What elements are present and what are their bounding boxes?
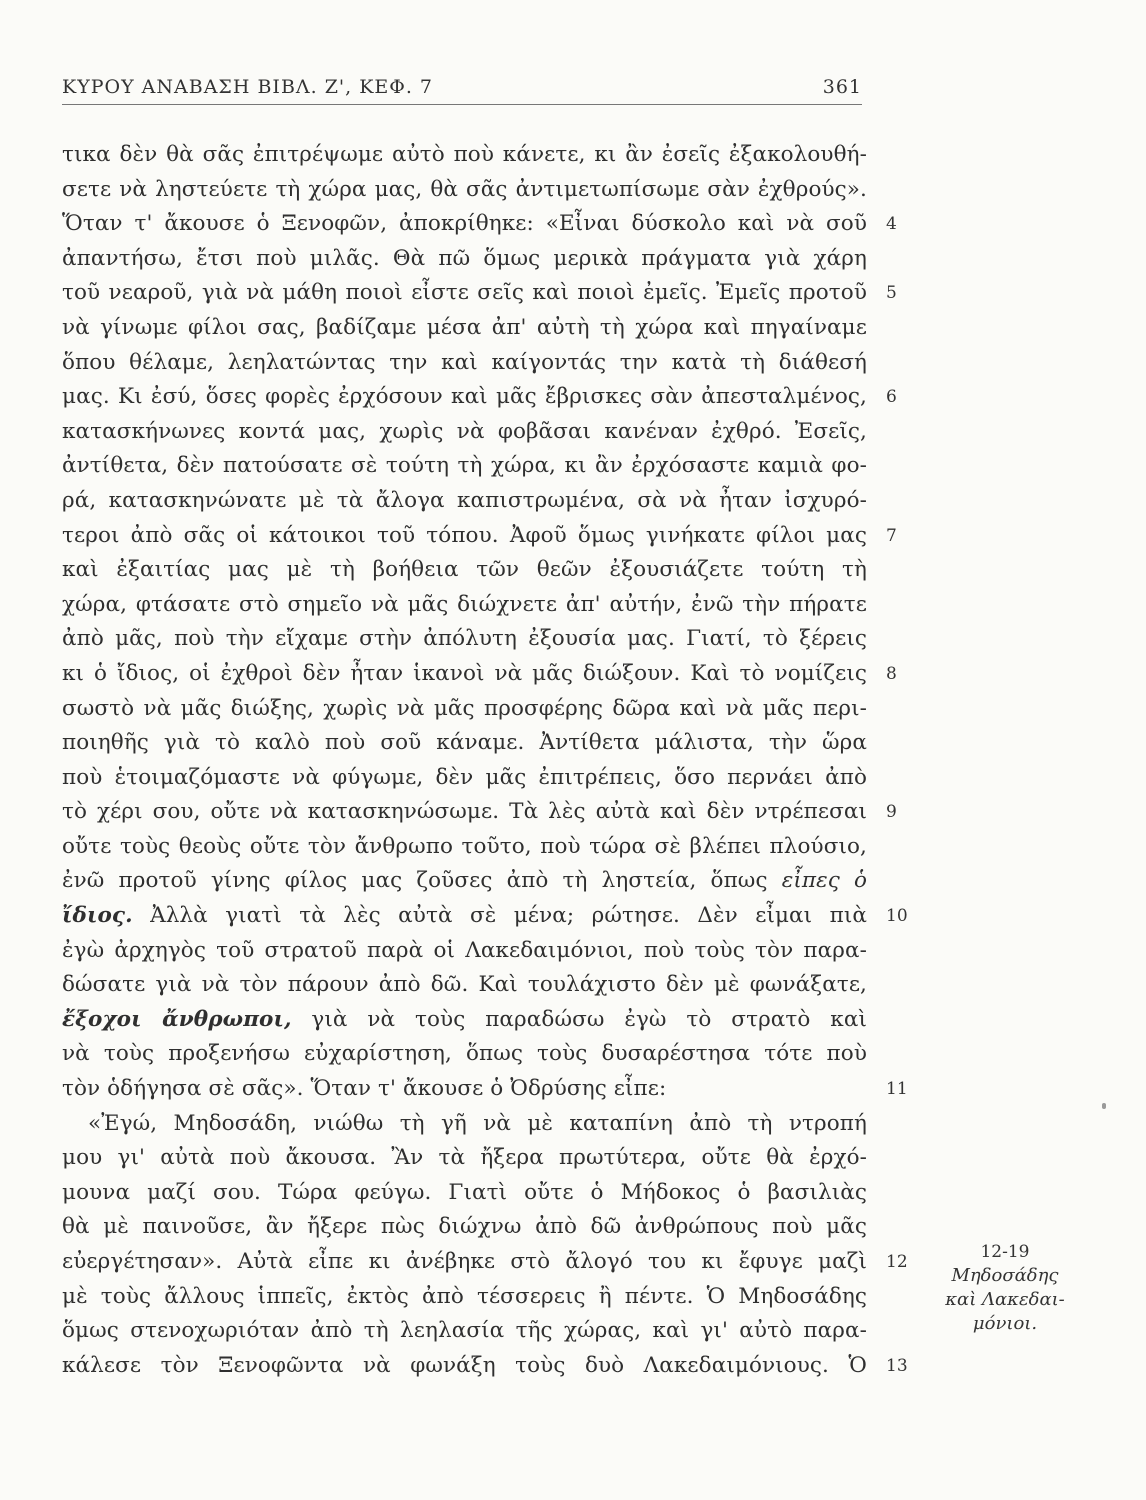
- section-number: 11: [886, 1079, 908, 1100]
- text-line: [62, 692, 942, 727]
- plain-text: χώρα, φτάσατε στὸ σημεῖο νὰ μᾶς διώχνετε ἀπ' αὐτήν, ἐνῶ τὴν πήρατε: [62, 591, 867, 617]
- plain-text: θὰ μὲ παινοῦσε, ἂν ἤξερε πὼς διώχνω ἀπὸ δῶ ἀνθρώπους ποὺ μᾶς: [62, 1214, 867, 1240]
- plain-text: ὅμως στενοχωριόταν ἀπὸ τὴ λεηλασία τῆς χώρας, καὶ γι' αὐτὸ παρα-: [62, 1318, 867, 1344]
- text-line: [62, 1349, 942, 1384]
- text-line: [62, 1003, 942, 1038]
- text-line: [62, 1141, 942, 1176]
- text-line: [62, 380, 942, 415]
- plain-text: ἀπαντήσω, ἔτσι ποὺ μιλᾶς. Θὰ πῶ ὅμως μερικὰ πράγματα γιὰ χάρη: [62, 245, 867, 271]
- line-text: [62, 1107, 867, 1142]
- text-line: [62, 1072, 942, 1107]
- section-number: 10: [886, 906, 908, 927]
- section-number: 6: [886, 387, 897, 408]
- line-text: [62, 1003, 867, 1038]
- line-text: [62, 207, 867, 242]
- plain-text: ποιηθῆς γιὰ τὸ καλὸ ποὺ σοῦ κάναμε. Ἀντίθετα μάλιστα, τὴν ὥρα: [62, 730, 867, 756]
- plain-text: ποὺ ἑτοιμαζόμαστε νὰ φύγωμε, δὲν μᾶς ἐπιτρέπεις, ὅσο περνάει ἀπὸ: [62, 764, 867, 790]
- plain-text: οὔτε τοὺς θεοὺς οὔτε τὸν ἄνθρωπο τοῦτο, ποὺ τώρα σὲ βλέπει πλούσιο,: [62, 833, 867, 859]
- plain-text: μου γι' αὐτὰ ποὺ ἄκουσα. Ἂν τὰ ἤξερα πρωτύτερα, οὔτε θὰ ἐρχό-: [62, 1145, 867, 1171]
- plain-text: κατασκήνωνες κοντά μας, χωρὶς νὰ φοβᾶσαι κανέναν ἐχθρό. Ἐσεῖς,: [62, 418, 867, 444]
- text-line: [62, 207, 942, 242]
- plain-text: ρά, κατασκηνώνατε μὲ τὰ ἄλογα καπιστρωμένα, σὰ νὰ ἦταν ἰσχυρό-: [62, 487, 867, 513]
- text-line: [62, 588, 942, 623]
- line-text: [62, 1072, 666, 1107]
- text-line: [62, 899, 942, 934]
- text-line: [62, 1037, 942, 1072]
- plain-text: τικα δὲν θὰ σᾶς ἐπιτρέψωμε αὐτὸ ποὺ κάνετε, κι ἂν ἐσεῖς ἐξακολουθή-: [62, 142, 867, 167]
- line-text: [62, 1245, 867, 1280]
- line-text: [62, 415, 867, 450]
- line-text: [62, 1037, 867, 1072]
- plain-text: ἐγὼ ἀρχηγὸς τοῦ στρατοῦ παρὰ οἱ Λακεδαιμόνιοι, ποὺ τοὺς τὸν παρα-: [62, 937, 867, 963]
- plain-text: κι ὁ ἴδιος, οἱ ἐχθροὶ δὲν ἦταν ἱκανοὶ νὰ μᾶς διώξουν. Καὶ τὸ νομίζεις: [62, 660, 867, 686]
- plain-text: «Ἐγώ, Μηδοσάδη, νιώθω τὴ γῆ νὰ μὲ καταπίνη ἀπὸ τὴ ντροπή: [88, 1110, 867, 1136]
- italic-text: εἶπες ὁ: [781, 868, 868, 894]
- text-line: [62, 726, 942, 761]
- line-text: [62, 726, 867, 761]
- text-line: [62, 484, 942, 519]
- margin-note-line: καὶ Λακεδαι-: [945, 1289, 1065, 1310]
- text-line: [62, 864, 942, 899]
- page-number: 361: [822, 76, 862, 98]
- line-text: [62, 1280, 867, 1315]
- line-text: [62, 173, 867, 208]
- plain-text: ὅπου θέλαμε, λεηλατώντας την καὶ καίγοντάς την κατὰ τὴ διάθεσή: [62, 349, 867, 375]
- plain-text: γιὰ νὰ τοὺς παραδώσω ἐγὼ τὸ στρατὸ καὶ: [291, 1006, 867, 1032]
- line-text: [62, 657, 867, 692]
- line-text: [62, 622, 867, 657]
- plain-text: νὰ γίνωμε φίλοι σας, βαδίζαμε μέσα ἀπ' αὐτὴ τὴ χώρα καὶ πηγαίναμε: [62, 314, 867, 340]
- plain-text: μουνα μαζί σου. Τώρα φεύγω. Γιατὶ οὔτε ὁ Μήδοκος ὁ βασιλιὰς: [62, 1179, 867, 1205]
- line-text: [62, 795, 867, 830]
- margin-note-range: 12-19: [980, 1242, 1030, 1262]
- line-text: [62, 311, 867, 346]
- plain-text: ἐνῶ προτοῦ γίνης φίλος μας ζοῦσες ἀπὸ τὴ ληστεία, ὅπως: [62, 868, 768, 894]
- text-line: [62, 553, 942, 588]
- line-text: [62, 519, 867, 554]
- body-text: [62, 138, 908, 1383]
- text-line: [62, 138, 942, 173]
- plain-text: μὲ τοὺς ἄλλους ἱππεῖς, ἐκτὸς ἀπὸ τέσσερεις ἢ πέντε. Ὁ Μηδοσάδης: [62, 1283, 867, 1309]
- line-text: [62, 968, 867, 1003]
- text-line: [62, 276, 942, 311]
- plain-text: σωστὸ νὰ μᾶς διώξης, χωρὶς νὰ μᾶς προσφέρης δῶρα καὶ νὰ μᾶς περι-: [62, 695, 867, 721]
- line-text: [62, 449, 867, 484]
- plain-text: ἀντίθετα, δὲν πατούσατε σὲ τούτη τὴ χώρα, κι ἂν ἐρχόσαστε καμιὰ φο-: [62, 453, 867, 479]
- text-line: [62, 657, 942, 692]
- section-number: 13: [886, 1355, 908, 1376]
- text-line: [62, 1245, 942, 1280]
- line-text: [62, 1314, 867, 1349]
- text-line: [62, 934, 942, 969]
- emphasized-text: ἔξοχοι ἄνθρωποι,: [62, 1006, 292, 1032]
- plain-text: τὸν ὁδήγησα σὲ σᾶς». Ὅταν τ' ἄκουσε ὁ Ὀδρύσης εἶπε:: [62, 1076, 667, 1102]
- line-text: [62, 346, 867, 381]
- line-text: [62, 761, 867, 796]
- line-text: [62, 1176, 867, 1211]
- header-rule: [62, 104, 862, 105]
- plain-text: τὸ χέρι σου, οὔτε νὰ κατασκηνώσωμε. Τὰ λὲς αὐτὰ καὶ δὲν ντρέπεσαι: [62, 799, 867, 825]
- section-number: 8: [886, 663, 897, 684]
- margin-note-line: Μηδοσάδης: [951, 1265, 1059, 1286]
- plain-text: κάλεσε τὸν Ξενοφῶντα νὰ φωνάξη τοὺς δυὸ Λακεδαιμόνιους. Ὁ: [62, 1352, 867, 1378]
- plain-text: ἀπὸ μᾶς, ποὺ τὴν εἴχαμε στὴν ἀπόλυτη ἐξουσία μας. Γιατί, τὸ ξέρεις: [62, 626, 867, 652]
- line-text: [62, 1210, 867, 1245]
- text-line: [62, 1107, 942, 1142]
- plain-text: τοῦ νεαροῦ, γιὰ νὰ μάθη ποιοὶ εἶστε σεῖς καὶ ποιοὶ ἐμεῖς. Ἐμεῖς προτοῦ: [62, 280, 867, 306]
- text-line: [62, 311, 942, 346]
- text-line: [62, 346, 942, 381]
- text-line: [62, 622, 942, 657]
- running-head: [62, 76, 862, 100]
- line-text: [62, 138, 867, 173]
- line-text: [62, 899, 867, 934]
- text-line: [62, 415, 942, 450]
- line-text: [62, 934, 867, 969]
- margin-note-line: μόνιοι.: [972, 1313, 1038, 1334]
- line-text: [62, 242, 867, 277]
- plain-text: εὐεργέτησαν». Αὐτὰ εἶπε κι ἀνέβηκε στὸ ἄλογό του κι ἔφυγε μαζὶ: [62, 1249, 867, 1274]
- text-line: [62, 519, 942, 554]
- section-number: 5: [886, 283, 897, 304]
- plain-text: δώσατε γιὰ νὰ τὸν πάρουν ἀπὸ δῶ. Καὶ τουλάχιστο δὲν μὲ φωνάξατε,: [62, 972, 867, 998]
- line-text: [62, 1349, 867, 1384]
- emphasized-text: ἴδιος.: [62, 903, 133, 929]
- text-line: [62, 1314, 942, 1349]
- plain-text: καὶ ἐξαιτίας μας μὲ τὴ βοήθεια τῶν θεῶν ἐξουσιάζετε τούτη τὴ: [62, 557, 867, 583]
- plain-text: τεροι ἀπὸ σᾶς οἱ κάτοικοι τοῦ τόπου. Ἀφοῦ ὅμως γινήκατε φίλοι μας: [62, 522, 867, 548]
- text-line: [62, 1280, 942, 1315]
- section-number: 12: [886, 1252, 908, 1272]
- text-line: [62, 830, 942, 865]
- text-line: [62, 1176, 942, 1211]
- section-number: 7: [886, 525, 897, 546]
- running-title: ΚΥΡΟΥ ΑΝΑΒΑΣΗ ΒΙΒΛ. Ζ', ΚΕΦ. 7: [62, 76, 434, 98]
- section-number: 4: [886, 214, 897, 235]
- line-text: [62, 864, 867, 899]
- text-line: [62, 242, 942, 277]
- margin-note: [935, 1240, 1075, 1336]
- plain-text: Ἀλλὰ γιατὶ τὰ λὲς αὐτὰ σὲ μένα; ρώτησε. Δὲν εἶμαι πιὰ: [132, 903, 867, 929]
- plain-text: σετε νὰ ληστεύετε τὴ χώρα μας, θὰ σᾶς ἀντιμετωπίσωμε σὰν ἐχθρούς».: [62, 176, 867, 202]
- line-text: [62, 380, 867, 415]
- line-text: [62, 484, 867, 519]
- plain-text: Ὅταν τ' ἄκουσε ὁ Ξενοφῶν, ἀποκρίθηκε: «Εἶναι δύσκολο καὶ νὰ σοῦ: [62, 211, 867, 237]
- section-number: 9: [886, 802, 897, 823]
- line-text: [62, 1141, 867, 1176]
- line-text: [62, 588, 867, 623]
- text-line: [62, 968, 942, 1003]
- text-line: [62, 795, 942, 830]
- plain-text: νὰ τοὺς προξενήσω εὐχαρίστηση, ὅπως τοὺς δυσαρέστησα τότε ποὺ: [62, 1041, 867, 1067]
- line-text: [62, 692, 867, 727]
- line-text: [62, 830, 867, 865]
- text-line: [62, 1210, 942, 1245]
- text-line: [62, 449, 942, 484]
- text-line: [62, 761, 942, 796]
- paper-speck: [1102, 1103, 1106, 1109]
- line-text: [62, 553, 867, 588]
- line-text: [62, 276, 867, 311]
- plain-text: μας. Κι ἐσύ, ὅσες φορὲς ἐρχόσουν καὶ μᾶς ἔβρισκες σὰν ἀπεσταλμένος,: [62, 384, 867, 410]
- text-line: [62, 173, 942, 208]
